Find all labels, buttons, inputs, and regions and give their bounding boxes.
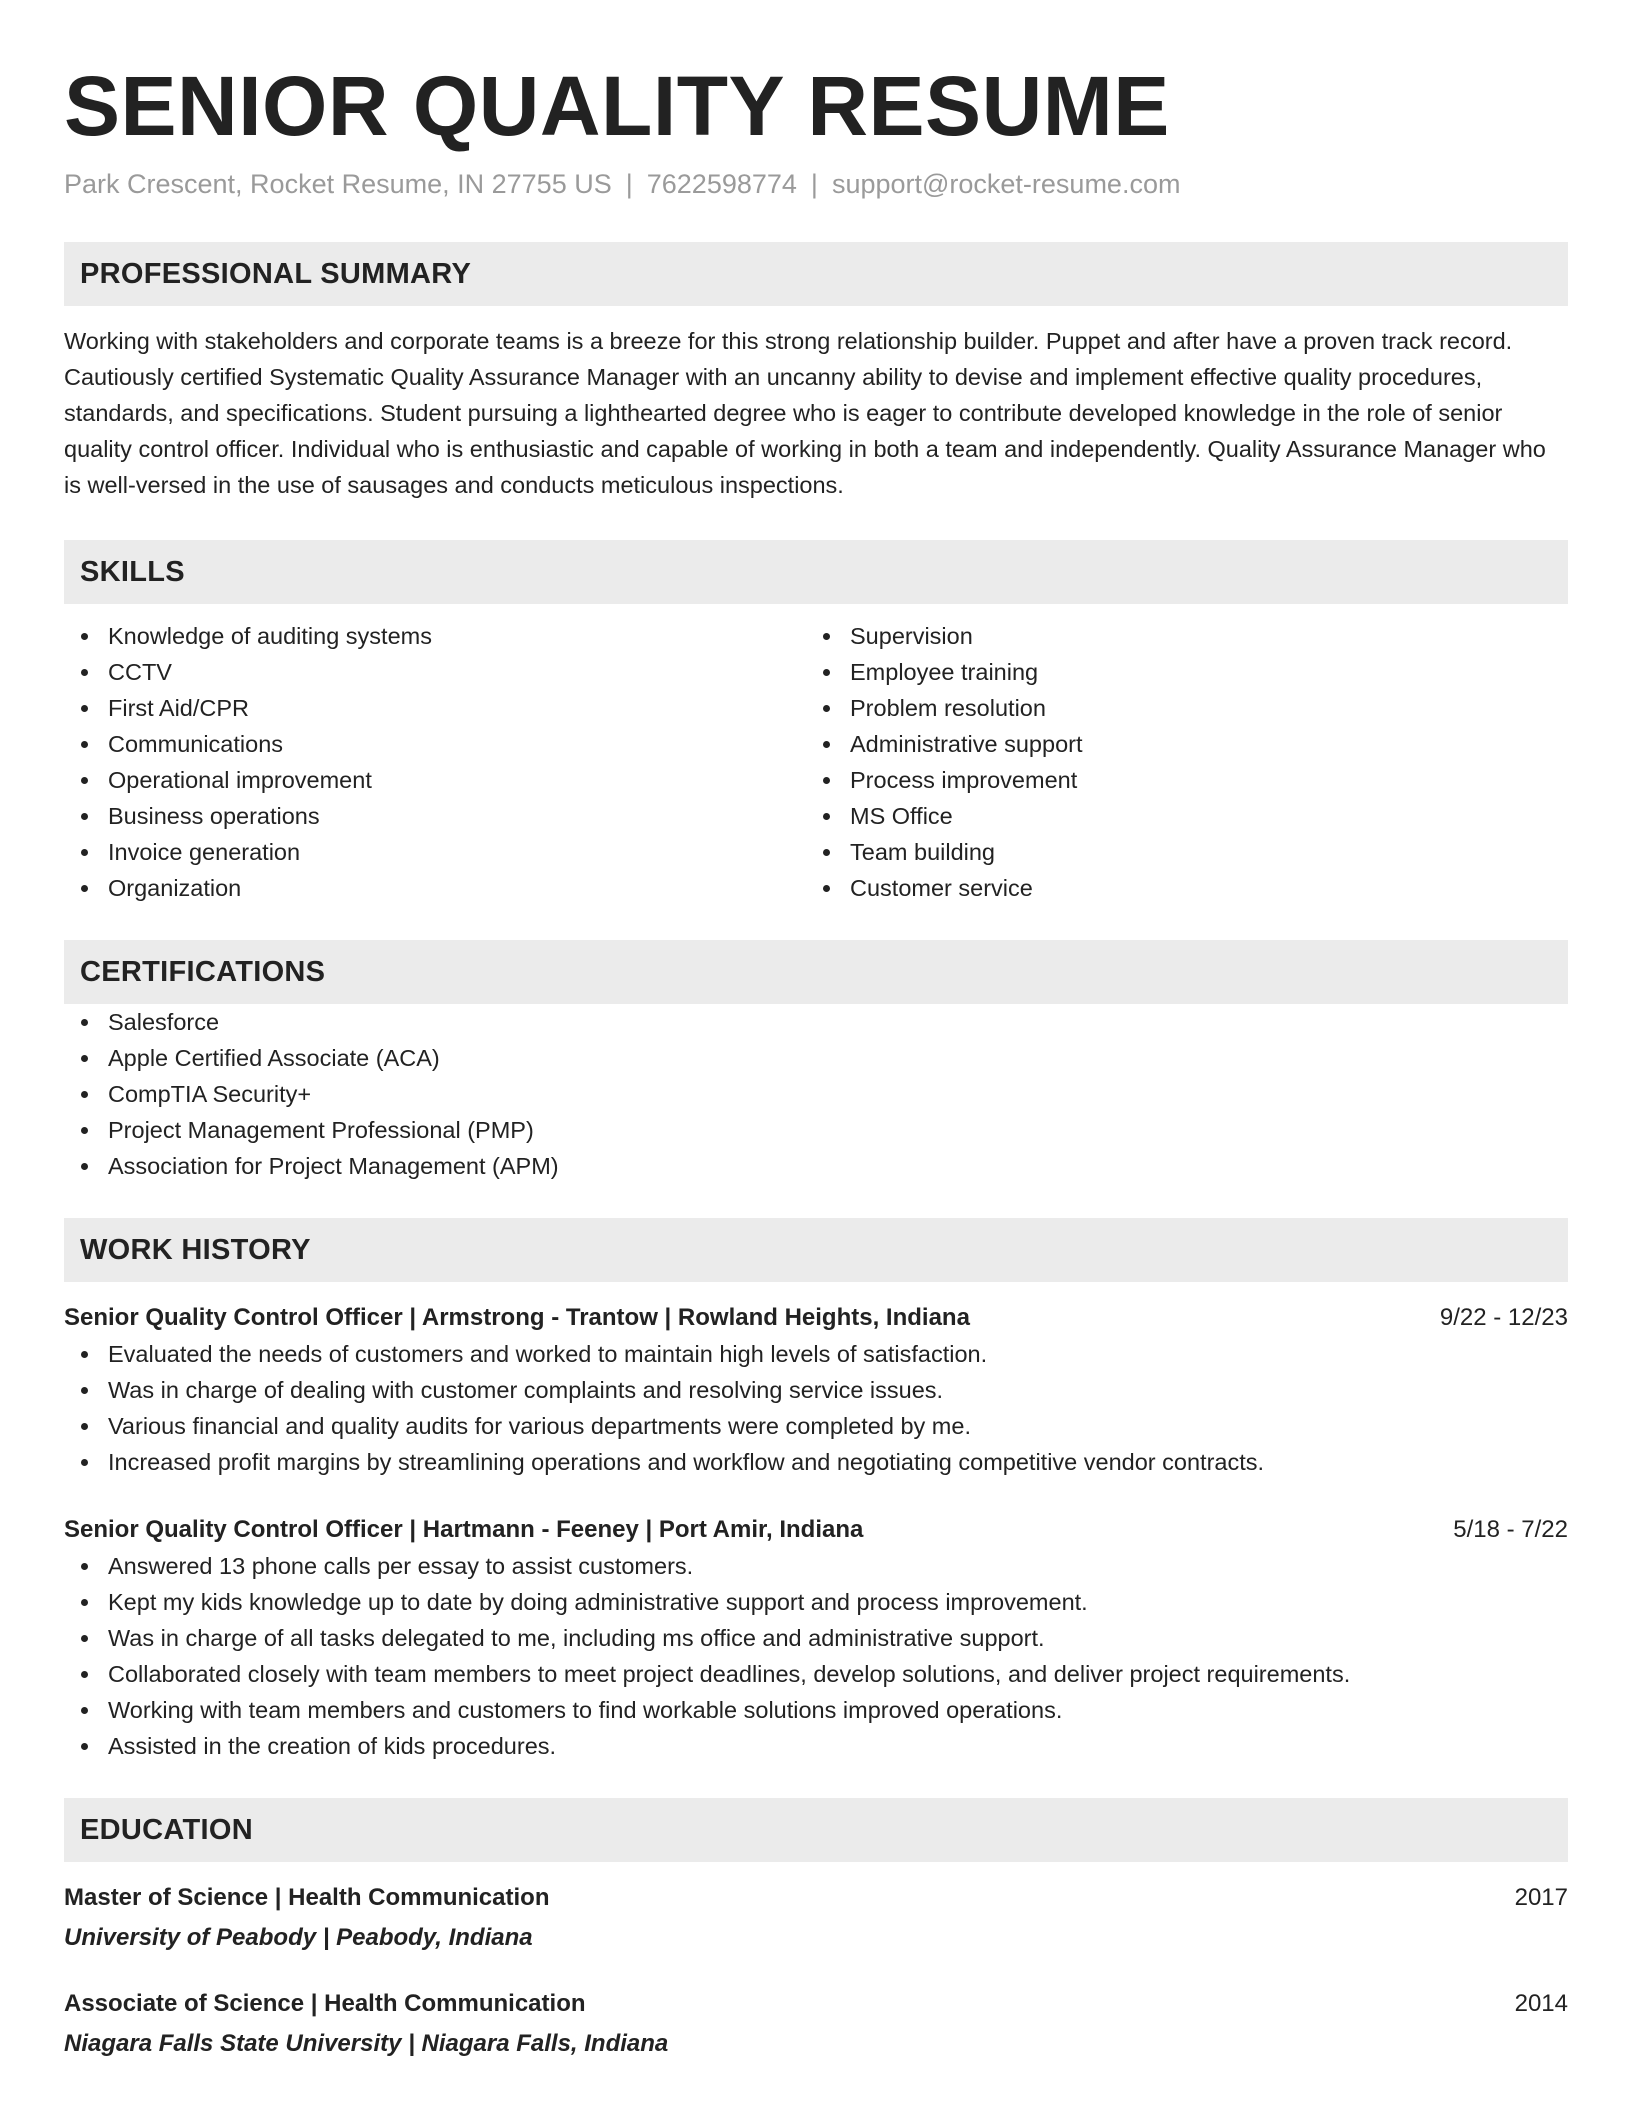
skills-grid: [64, 618, 1568, 906]
job-header: [64, 1512, 1568, 1548]
section-heading-summary: PROFESSIONAL SUMMARY: [64, 242, 1568, 306]
job-bullet: Collaborated closely with team members to meet project deadlines, develop solutions, and deliver project requirements.: [64, 1656, 1568, 1692]
education-school: University of Peabody | Peabody, Indiana: [64, 1924, 533, 1951]
contact-line: [64, 166, 1568, 202]
skill-item: Organization: [64, 870, 806, 906]
skill-item: Administrative support: [806, 726, 1548, 762]
skill-item: Process improvement: [806, 762, 1548, 798]
job-bullet: Answered 13 phone calls per essay to assist customers.: [64, 1548, 1568, 1584]
education-degree: Master of Science | Health Communication: [64, 1884, 550, 1911]
job-entry: [64, 1300, 1568, 1480]
certification-item: Salesforce: [64, 1004, 1568, 1040]
skill-item: Invoice generation: [64, 834, 806, 870]
job-bullet: Evaluated the needs of customers and worked to maintain high levels of satisfaction.: [64, 1336, 1568, 1372]
job-header: [64, 1300, 1568, 1336]
job-bullets: [64, 1336, 1568, 1480]
job-bullet: Assisted in the creation of kids procedures.: [64, 1728, 1568, 1764]
education-degree: Associate of Science | Health Communication: [64, 1990, 586, 2017]
contact-email: support@rocket-resume.com: [831, 169, 1181, 199]
job-title: Senior Quality Control Officer | Hartmann - Feeney | Port Amir, Indiana: [64, 1516, 864, 1543]
skill-item: Problem resolution: [806, 690, 1548, 726]
certification-item: CompTIA Security+: [64, 1076, 1568, 1112]
section-heading-skills: SKILLS: [64, 540, 1568, 604]
skill-item: MS Office: [806, 798, 1548, 834]
education-school: Niagara Falls State University | Niagara Falls, Indiana: [64, 2030, 669, 2057]
job-bullet: Various financial and quality audits for various departments were completed by me.: [64, 1408, 1568, 1444]
contact-separator: |: [810, 169, 818, 199]
contact-address: Park Crescent, Rocket Resume, IN 27755 US: [64, 169, 612, 199]
certification-item: Apple Certified Associate (ACA): [64, 1040, 1568, 1076]
skill-item: Team building: [806, 834, 1548, 870]
certifications-list: [64, 1004, 1568, 1184]
job-title: Senior Quality Control Officer | Armstrong - Trantow | Rowland Heights, Indiana: [64, 1304, 970, 1331]
job-bullet: Was in charge of all tasks delegated to me, including ms office and administrative support.: [64, 1620, 1568, 1656]
section-heading-certifications: CERTIFICATIONS: [64, 940, 1568, 1004]
contact-phone: 7622598774: [646, 169, 797, 199]
education-entry: [64, 1880, 1568, 1956]
skill-item: Operational improvement: [64, 762, 806, 798]
section-heading-education: EDUCATION: [64, 1798, 1568, 1862]
job-bullet: Was in charge of dealing with customer complaints and resolving service issues.: [64, 1372, 1568, 1408]
education-header: [64, 1986, 1568, 2022]
resume-title: SENIOR QUALITY RESUME: [64, 59, 1170, 153]
job-bullet: Kept my kids knowledge up to date by doing administrative support and process improvement.: [64, 1584, 1568, 1620]
certification-item: Association for Project Management (APM): [64, 1148, 1568, 1184]
job-bullets: [64, 1548, 1568, 1764]
job-entry: [64, 1512, 1568, 1764]
contact-separator: |: [625, 169, 633, 199]
skill-item: Business operations: [64, 798, 806, 834]
skill-item: Customer service: [806, 870, 1548, 906]
summary-text: Working with stakeholders and corporate teams is a breeze for this strong relationship builder. Puppet and after have a proven track record. Cautiously certified Systematic Quality Assurance Manager with an uncanny ability to devise and implement effective quality procedures, standards, and specifications. Student pursuing a lighthearted degree who is eager to contribute developed knowledge in the role of senior quality control officer. Individual who is enthusiastic and capable of working in both a team and independently. Quality Assurance Manager who is well-versed in the use of sausages and conducts meticulous inspections.: [64, 328, 1546, 498]
education-header: [64, 1880, 1568, 1916]
skills-list-left: [64, 618, 806, 906]
job-bullet: Working with team members and customers to find workable solutions improved operations.: [64, 1692, 1568, 1728]
skill-item: Employee training: [806, 654, 1548, 690]
education-year: 2017: [1514, 1884, 1568, 1911]
job-bullet: Increased profit margins by streamlining operations and workflow and negotiating competitive vendor contracts.: [64, 1444, 1568, 1480]
skill-item: Supervision: [806, 618, 1548, 654]
education-entry: [64, 1986, 1568, 2062]
skill-item: Communications: [64, 726, 806, 762]
skills-list-right: [806, 618, 1548, 906]
certification-item: Project Management Professional (PMP): [64, 1112, 1568, 1148]
skill-item: Knowledge of auditing systems: [64, 618, 806, 654]
job-dates: 5/18 - 7/22: [1453, 1516, 1568, 1543]
skill-item: CCTV: [64, 654, 806, 690]
education-year: 2014: [1514, 1990, 1568, 2017]
job-dates: 9/22 - 12/23: [1439, 1304, 1568, 1331]
skill-item: First Aid/CPR: [64, 690, 806, 726]
section-heading-work-history: WORK HISTORY: [64, 1218, 1568, 1282]
